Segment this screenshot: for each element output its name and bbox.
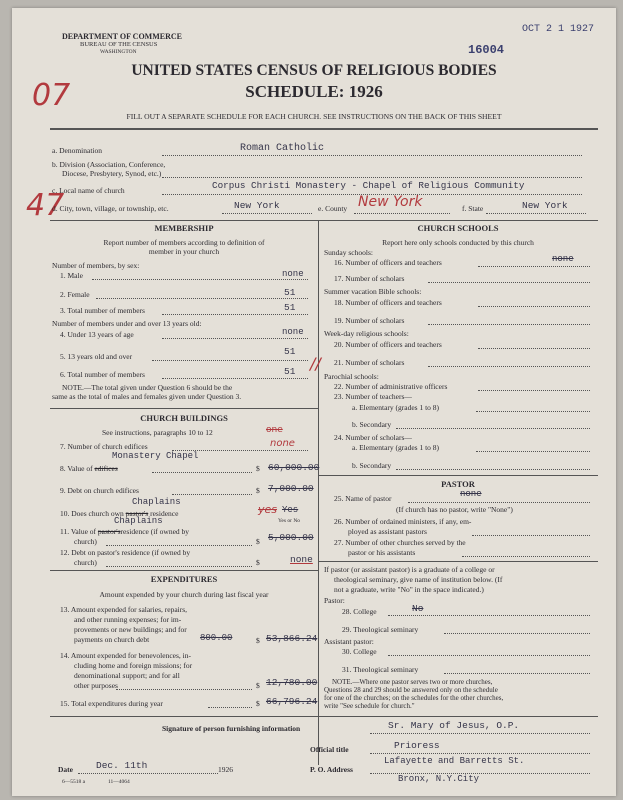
- form-number: 6—5518 a: [62, 779, 86, 785]
- owns-residence-value-typed: Yes: [282, 505, 299, 515]
- margin-code-07: 07: [32, 78, 71, 113]
- city-value: New York: [234, 200, 280, 211]
- date-year: 1926: [218, 765, 233, 774]
- owns-residence-label: 10. Does church own: [60, 509, 124, 518]
- edifices-label: 7. Number of church edifices: [60, 442, 148, 451]
- yes-no-hint: Yes or No: [278, 518, 301, 524]
- buildings-intro-value: one: [266, 425, 283, 435]
- local-name-label: c. Local name of church: [52, 186, 125, 195]
- edifice-struck-word: edifices: [94, 464, 118, 473]
- total-expenditures-label: 15. Total expenditures during year: [60, 699, 163, 708]
- running-expenses-struck: 800.00: [200, 633, 233, 643]
- female-value: 51: [284, 287, 296, 298]
- sunday-teachers-value: none: [552, 254, 574, 264]
- residence-value-overwrite: Chaplains: [114, 516, 163, 526]
- signature-value: Sr. Mary of Jesus, O.P.: [388, 720, 520, 731]
- pastor-name-label: 25. Name of pastor: [334, 494, 392, 503]
- division-label-2: Diocese, Presbytery, Synod, etc.): [62, 169, 162, 178]
- under-13-label: 4. Under 13 years of age: [60, 330, 134, 339]
- female-label: 2. Female: [60, 290, 90, 299]
- po-address-value-2: Bronx, N.Y.City: [398, 774, 480, 784]
- expenditures-intro: Amount expended by your church during last fiscal year: [99, 590, 269, 599]
- bureau-name: BUREAU OF THE CENSUS: [80, 41, 158, 48]
- membership-note: NOTE.—The total given under Question 6 should be the: [62, 383, 233, 392]
- owns-residence-value: yes: [258, 503, 278, 516]
- po-address-label: P. O. Address: [310, 765, 353, 774]
- denomination-label: a. Denomination: [52, 146, 102, 155]
- membership-note-2: same as the total of males and females given under Question 3.: [52, 392, 242, 401]
- membership-heading: MEMBERSHIP: [154, 223, 214, 233]
- received-date-stamp: OCT 2 1 1927: [522, 24, 595, 35]
- running-expenses-value: 53,866.24: [266, 633, 318, 644]
- county-value: New York: [358, 194, 423, 210]
- by-sex-label: Number of members, by sex:: [52, 261, 140, 270]
- membership-intro-2: member in your church: [148, 247, 220, 256]
- edifice-debt-label: 9. Debt on church edifices: [60, 486, 139, 495]
- college-value: No: [412, 603, 424, 614]
- over-13-value: 51: [284, 346, 296, 357]
- schools-intro: Report here only schools conducted by this church: [382, 238, 534, 247]
- form-instructions: FILL OUT A SEPARATE SCHEDULE FOR EACH CHURCH. SEE INSTRUCTIONS ON THE BACK OF THIS SHEET: [126, 112, 502, 121]
- schools-heading: CHURCH SCHOOLS: [417, 223, 499, 233]
- date-label: Date: [58, 765, 73, 774]
- signature-label: Signature of person furnishing information: [162, 724, 301, 733]
- over-13-label: 5. 13 years old and over: [60, 352, 133, 361]
- residence-debt-label: 12. Debt on pastor's residence (if owned by: [60, 548, 191, 557]
- edifice-value-overwrite: Monastery Chapel: [112, 451, 199, 461]
- total-members-label: 3. Total number of members: [60, 306, 145, 315]
- residence-overwrite: Chaplains: [132, 497, 181, 507]
- dept-name: DEPARTMENT OF COMMERCE: [62, 32, 183, 41]
- city-label: d. City, town, village, or township, etc.: [52, 204, 169, 213]
- margin-code-47: 47: [26, 188, 65, 223]
- form-subtitle: SCHEDULE: 1926: [245, 82, 383, 101]
- serial-number: 16004: [468, 43, 505, 57]
- residence-debt-value: none: [290, 554, 313, 565]
- total-members-2-value: 51: [284, 366, 296, 377]
- official-title-label: Official title: [310, 745, 349, 754]
- local-name-value: Corpus Christi Monastery - Chapel of Religious Community: [212, 180, 525, 191]
- edifices-value: none: [270, 438, 295, 449]
- residence-value-label: 11. Value of: [60, 527, 97, 536]
- county-label: e. County: [318, 204, 348, 213]
- age-intro: Number of members under and over 13 years old:: [52, 319, 202, 328]
- benevolences-label: other purposes: [74, 681, 118, 690]
- sunday-teachers-label: 16. Number of officers and teachers: [334, 258, 442, 267]
- residence-value: 5,000.00: [268, 532, 314, 543]
- under-13-value: none: [282, 327, 304, 337]
- membership-intro: Report number of members according to definition of: [103, 238, 265, 247]
- benevolences-value: 12,780.00: [266, 677, 318, 688]
- date-value: Dec. 11th: [96, 760, 148, 771]
- buildings-intro: See instructions, paragraphs 10 to 12: [102, 428, 213, 437]
- state-value: New York: [522, 200, 568, 211]
- edifice-value-label: 8. Value of: [60, 464, 93, 473]
- running-expenses-label: payments on church debt: [74, 635, 150, 644]
- male-value: none: [282, 269, 304, 279]
- division-label: b. Division (Association, Conference,: [52, 160, 166, 169]
- census-schedule-page: DEPARTMENT OF COMMERCE BUREAU OF THE CENSUS WASHINGTON OCT 2 1 1927 16004 07 47 UNITED STATES CENSUS OF RELIGIOUS BODIES SCHEDULE: 1926 FILL OUT A SEPARATE SCHEDULE FOR EACH CHURCH. SEE INSTRUCTIONS ON THE BACK OF THIS SHEET a. Denomination Roman Catholic b. Division (Association, Conference, Diocese, Presbytery, Synod, etc.) c. Local name of church Corpus Christi Monastery - Chapel of Religious Community d. City, town, village, or township, etc. New York e. County New York f. State New York MEMBERSHIP Report number of members according to definition of member in your church Number of members, by sex: 1. Male none 2. Female 51 3. Total number of members 51 Number of members under and over 13 years old: 4. Under 13 years of age none 5. 13 years old and over 51 6. Total number of members 51 // NOTE.—The total given under Question 6 should be the same as the total of males and females given under Question 3. CHURCH BUILDINGS See instructions, paragraphs 10 to 12 one 7. Number of church edifices none Monastery Chapel 8. Value of edifices $ 60,000.00 9. Debt on church edifices $ 7,000.00 Chaplains 10. Does church own pastor's residence yes Yes Yes or No Chaplains 11. Value of pastor'sresidence (if owned by church) $ 5,000.00 12. Debt on pastor's residence (if owned by church) $ none EXPENDITURES Amount expended by your church during last fiscal year 13. Amount expended for salaries, repairs, and other running expenses; for im- provements or new buildings; and for payments on church debt 800.00 $ 53,866.24 14. Amount expended for benevolences, in- cluding home and foreign missions; for denominational support; and for all other purposes $ 12,780.00 15. Total expenditures during year $ 66,796.24 CHURCH SCHOOLS Report here only schools conducted by this church Sunday schools: 16. Number of officers and teachers none 17. Number of scholars Summer vacation Bible schools: 18. Number of officers and teachers 19. Number of scholars Week-day religious schools: 20. Number of officers and teachers 21. Number of scholars Parochial schools: 22. Number of administrative officers 23. Number of teachers— a. Elementary (grades 1 to 8) b. Secondary 24. Number of scholars— a. Elementary (grades 1 to 8) b. Secondary PASTOR 25. Name of pastor none (If church has no pastor, write "None") 26. Number of ordained ministers, if any, em- ployed as assistant pastors 27. Number of other churches served by the pastor or his assistants If pastor (or assistant pastor) is a graduate of a college or theological seminary, give name of institution below. (If not a graduate, write "No" in the space indicated.) Pastor: 28. College No 29. Theological seminary Assistant pastor: 30. College 31. Theological seminary NOTE.—Where one pastor serves two or more churches, Questions 28 and 29 should be answered only on the schedule for one of the churches; on the schedules for the other churches, write "See schedule for church." Signature of person furnishing information Sr. Mary of Jesus, O.P. Official title Prioress Date Dec. 11th 1926 P. O. Address Lafayette and Barretts St. Bronx, N.Y.City 6—5518 a 11—4064: [12, 8, 616, 796]
- total-members-2-label: 6. Total number of members: [60, 370, 145, 379]
- total-expenditures-value: 66,796.24: [266, 696, 318, 707]
- pastor-name-value: none: [460, 489, 482, 499]
- po-address-value-1: Lafayette and Barretts St.: [384, 756, 525, 766]
- denomination-value: Roman Catholic: [240, 143, 325, 154]
- official-title-value: Prioress: [394, 740, 440, 751]
- male-label: 1. Male: [60, 271, 83, 280]
- college-label: 28. College: [342, 607, 377, 616]
- state-label: f. State: [462, 204, 484, 213]
- print-number: 11—4064: [108, 779, 130, 785]
- expenditures-heading: EXPENDITURES: [150, 574, 218, 584]
- total-members-value: 51: [284, 302, 296, 313]
- edifice-value: 60,000.00: [268, 462, 320, 473]
- bureau-city: WASHINGTON: [100, 49, 137, 55]
- form-title: UNITED STATES CENSUS OF RELIGIOUS BODIES: [131, 62, 497, 79]
- edifice-debt-value: 7,000.00: [268, 483, 314, 494]
- pastor-heading: PASTOR: [441, 479, 475, 489]
- buildings-heading: CHURCH BUILDINGS: [140, 413, 228, 423]
